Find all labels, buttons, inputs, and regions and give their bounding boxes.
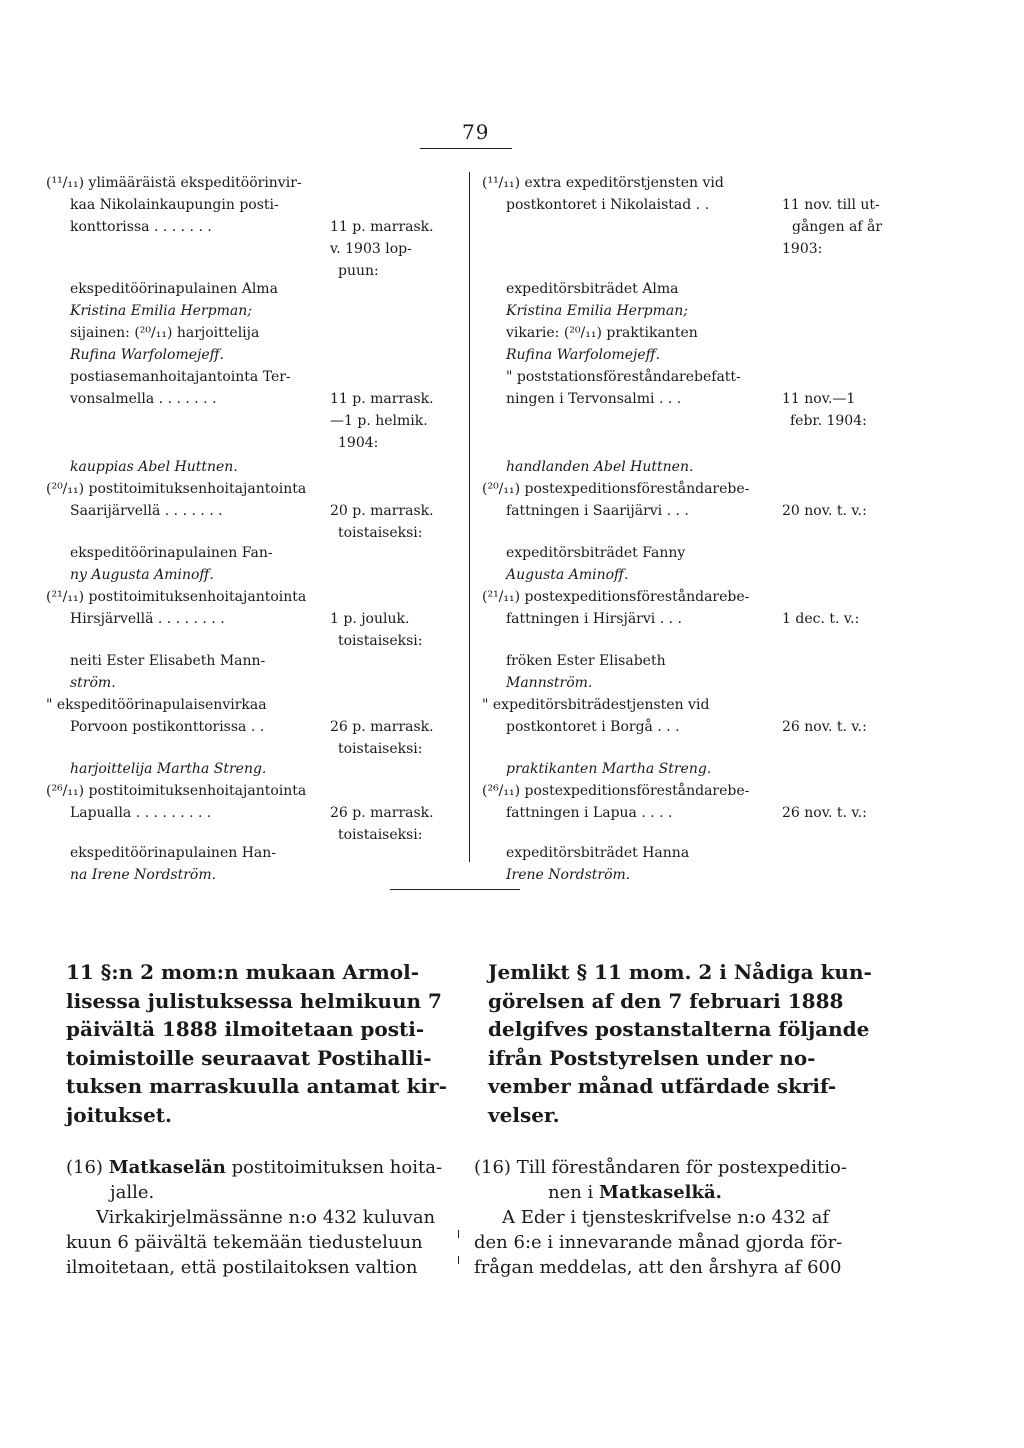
text-line: expeditörsbiträdet Hanna <box>506 845 690 861</box>
text-line: Rufina Warfolomejeff. <box>506 347 660 363</box>
text-line: 11 §:n 2 mom:n mukaan Armol- <box>66 960 420 984</box>
text-line: Rufina Warfolomejeff. <box>70 347 224 363</box>
text-line: velser. <box>488 1102 560 1127</box>
date-line: 1 p. jouluk. <box>330 611 410 627</box>
left-entry <box>46 542 273 586</box>
entry-date <box>330 388 470 454</box>
item-place: Matkaselän <box>108 1157 226 1178</box>
entry-date <box>782 500 912 522</box>
entry-text <box>482 278 1002 410</box>
text-line: expeditörsbiträdet Alma <box>506 281 679 297</box>
page-number: 79 <box>462 120 490 144</box>
text-line: ningen i Tervonsalmi . . . <box>506 391 682 407</box>
left-entry <box>46 586 466 649</box>
header-rule <box>420 148 512 149</box>
entry-date <box>782 194 912 260</box>
text-line: Hirsjärvellä . . . . . . . . <box>70 611 225 627</box>
text-line: ifrån Poststyrelsen under no- <box>488 1045 816 1070</box>
item-place: Matkaselkä. <box>599 1182 722 1203</box>
text-line: neiti Ester Elisabeth Mann- <box>70 653 266 669</box>
entry-date <box>330 608 470 652</box>
entry-date <box>782 388 912 432</box>
text-line: expeditörsbiträdet Fanny <box>506 545 686 561</box>
date-line: toistaiseksi: <box>338 525 423 541</box>
text-line: sijainen: (²⁰/₁₁) harjoittelija <box>70 325 260 341</box>
text-line: Jemlikt § 11 mom. 2 i Nådiga kun- <box>488 960 872 984</box>
entry-text <box>46 172 326 238</box>
text-line: joitukset. <box>66 1102 172 1127</box>
text-line: ekspeditöörinapulainen Alma <box>70 281 278 297</box>
entry-date <box>782 802 912 824</box>
item-number: (16) <box>66 1157 103 1178</box>
item-heading <box>66 1155 446 1180</box>
text-line: fattningen i Saarijärvi . . . <box>506 503 689 519</box>
text-line: ekspeditöörinapulainen Fan- <box>70 545 273 561</box>
text-line: fattningen i Hirsjärvi . . . <box>506 611 682 627</box>
date-line: —1 p. helmik. <box>330 413 428 429</box>
date-line: 11 nov.—1 <box>782 391 856 407</box>
right-entry <box>482 542 685 586</box>
text-line: (²⁰/₁₁) postexpeditionsföreståndarebe- <box>482 481 750 497</box>
intro-swedish <box>488 958 880 1129</box>
date-line: toistaiseksi: <box>338 633 423 649</box>
entry-date <box>782 608 912 630</box>
left-entry: harjoittelija Martha Streng. <box>70 761 267 777</box>
entry-text <box>46 278 326 410</box>
text-line: kaa Nikolainkaupungin posti- <box>70 197 279 213</box>
date-line: 1 dec. t. v.: <box>782 611 860 627</box>
left-entry <box>46 478 466 541</box>
text-line: (²¹/₁₁) postitoimituksenhoitajantointa <box>46 589 307 605</box>
right-entry <box>482 478 1002 522</box>
entry-date <box>330 802 470 846</box>
text-line: ekspeditöörinapulainen Han- <box>70 845 277 861</box>
item-heading-text: Till föreståndaren för postexpeditio- <box>516 1157 847 1178</box>
text-line: Kristina Emilia Herpman; <box>506 303 688 319</box>
left-entry <box>46 278 466 451</box>
text-line: postiasemanhoitajantointa Ter- <box>70 369 291 385</box>
right-entry <box>482 694 1002 738</box>
text-line: (²¹/₁₁) postexpeditionsföreståndarebe- <box>482 589 750 605</box>
section-rule <box>390 889 520 890</box>
text-line: Saarijärvellä . . . . . . . <box>70 503 223 519</box>
entry-date <box>330 716 470 760</box>
date-line: 20 nov. t. v.: <box>782 503 867 519</box>
entry-text <box>482 172 1002 216</box>
text-line: delgifves postanstalterna följande <box>488 1017 870 1041</box>
left-entry <box>46 172 466 279</box>
right-entry <box>482 650 666 694</box>
text-line: görelsen af den 7 februari 1888 <box>488 988 844 1013</box>
date-line: 26 nov. t. v.: <box>782 805 867 821</box>
date-line: 11 p. marrask. <box>330 219 434 235</box>
text-line: vonsalmella . . . . . . . <box>70 391 217 407</box>
text-line: ny Augusta Aminoff. <box>70 567 214 583</box>
text-line: A Eder i tjensteskrifvelse n:o 432 af <box>502 1207 830 1228</box>
date-line: 26 p. marrask. <box>330 805 434 821</box>
text-line: ström. <box>70 675 116 691</box>
date-line: 11 p. marrask. <box>330 391 434 407</box>
text-line: den 6:e i innevarande månad gjorda för- <box>474 1232 843 1253</box>
text-line: postkontoret i Borgå . . . <box>506 719 680 735</box>
text-line: " expeditörsbiträdestjensten vid <box>482 697 710 713</box>
right-entry: praktikanten Martha Streng. <box>506 761 712 777</box>
entry-date <box>330 500 470 544</box>
text-line: fröken Ester Elisabeth <box>506 653 666 669</box>
date-line: puun: <box>338 263 379 279</box>
left-entry <box>46 650 265 694</box>
item-16-swedish <box>474 1155 884 1280</box>
text-line: toimistoille seuraavat Postihalli- <box>66 1045 432 1070</box>
item-heading-rest: postitoimituksen hoita- <box>225 1157 443 1178</box>
text-line: Augusta Aminoff. <box>506 567 629 583</box>
text-line: (¹¹/₁₁) extra expeditörstjensten vid <box>482 175 724 191</box>
text-line: " ekspeditöörinapulaisenvirkaa <box>46 697 267 713</box>
text-line: Lapualla . . . . . . . . . <box>70 805 212 821</box>
entry-text <box>482 694 1002 738</box>
bottom-divider-mark <box>458 1230 459 1238</box>
text-line: (²⁰/₁₁) postitoimituksenhoitajantointa <box>46 481 307 497</box>
intro-finnish <box>66 958 448 1129</box>
entry-date <box>782 716 912 738</box>
date-line: v. 1903 lop- <box>330 241 412 257</box>
text-line: konttorissa . . . . . . . <box>70 219 212 235</box>
text-line: fattningen i Lapua . . . . <box>506 805 673 821</box>
text-line: jalle. <box>110 1182 155 1203</box>
date-line: toistaiseksi: <box>338 741 423 757</box>
right-entry: handlanden Abel Huttnen. <box>506 459 694 475</box>
date-line: gången af år <box>792 219 883 235</box>
item-number: (16) <box>474 1157 511 1178</box>
left-entry <box>46 694 466 757</box>
entry-date <box>330 216 470 282</box>
date-line: toistaiseksi: <box>338 827 423 843</box>
text-line: Irene Nordström. <box>506 867 631 883</box>
date-line: 26 nov. t. v.: <box>782 719 867 735</box>
text-line: lisessa julistuksessa helmikuun 7 <box>66 988 442 1013</box>
left-entry <box>46 842 276 886</box>
text-line: postkontoret i Nikolaistad . . <box>506 197 710 213</box>
text-line: Virkakirjelmässänne n:o 432 kuluvan <box>96 1207 436 1228</box>
date-line: febr. 1904: <box>790 413 867 429</box>
text-line: tuksen marraskuulla antamat kir- <box>66 1074 447 1098</box>
item-heading-line2 <box>474 1180 884 1205</box>
entry-text <box>482 478 1002 522</box>
text-line: vikarie: (²⁰/₁₁) praktikanten <box>506 325 698 341</box>
date-line: 1904: <box>338 435 379 451</box>
text-line: Kristina Emilia Herpman; <box>70 303 252 319</box>
right-entry <box>482 586 1002 630</box>
date-line: 20 p. marrask. <box>330 503 434 519</box>
text-line: ilmoitetaan, että postilaitoksen valtion <box>66 1257 418 1278</box>
item-16-finnish <box>66 1155 446 1280</box>
left-entry: kauppias Abel Huttnen. <box>70 459 238 475</box>
text-fragment: nen i <box>548 1182 600 1203</box>
text-line: na Irene Nordström. <box>70 867 217 883</box>
item-heading <box>474 1155 884 1180</box>
text-line: frågan meddelas, att den årshyra af 600 <box>474 1257 842 1278</box>
right-entry <box>482 842 689 886</box>
text-line: päivältä 1888 ilmoitetaan posti- <box>66 1017 425 1041</box>
text-line: Porvoon postikonttorissa . . <box>70 719 265 735</box>
text-line: (¹¹/₁₁) ylimääräistä ekspeditöörinvir- <box>46 175 302 191</box>
date-line: 1903: <box>782 241 823 257</box>
text-line: " poststationsföreståndarebefatt- <box>506 369 741 385</box>
date-line: 26 p. marrask. <box>330 719 434 735</box>
right-entry <box>482 780 1002 824</box>
text-line: Mannström. <box>506 675 593 691</box>
text-line: vember månad utfärdade skrif- <box>488 1074 837 1098</box>
text-line: (²⁶/₁₁) postitoimituksenhoitajantointa <box>46 783 307 799</box>
right-entry <box>482 172 1002 257</box>
text-line: (²⁶/₁₁) postexpeditionsföreståndarebe- <box>482 783 750 799</box>
entry-text <box>482 780 1002 824</box>
entry-text <box>482 586 1002 630</box>
left-entry <box>46 780 466 843</box>
right-entry <box>482 278 1002 429</box>
text-line: kuun 6 päivältä tekemään tiedusteluun <box>66 1232 423 1253</box>
bottom-divider-mark <box>458 1256 459 1264</box>
date-line: 11 nov. till ut- <box>782 197 880 213</box>
